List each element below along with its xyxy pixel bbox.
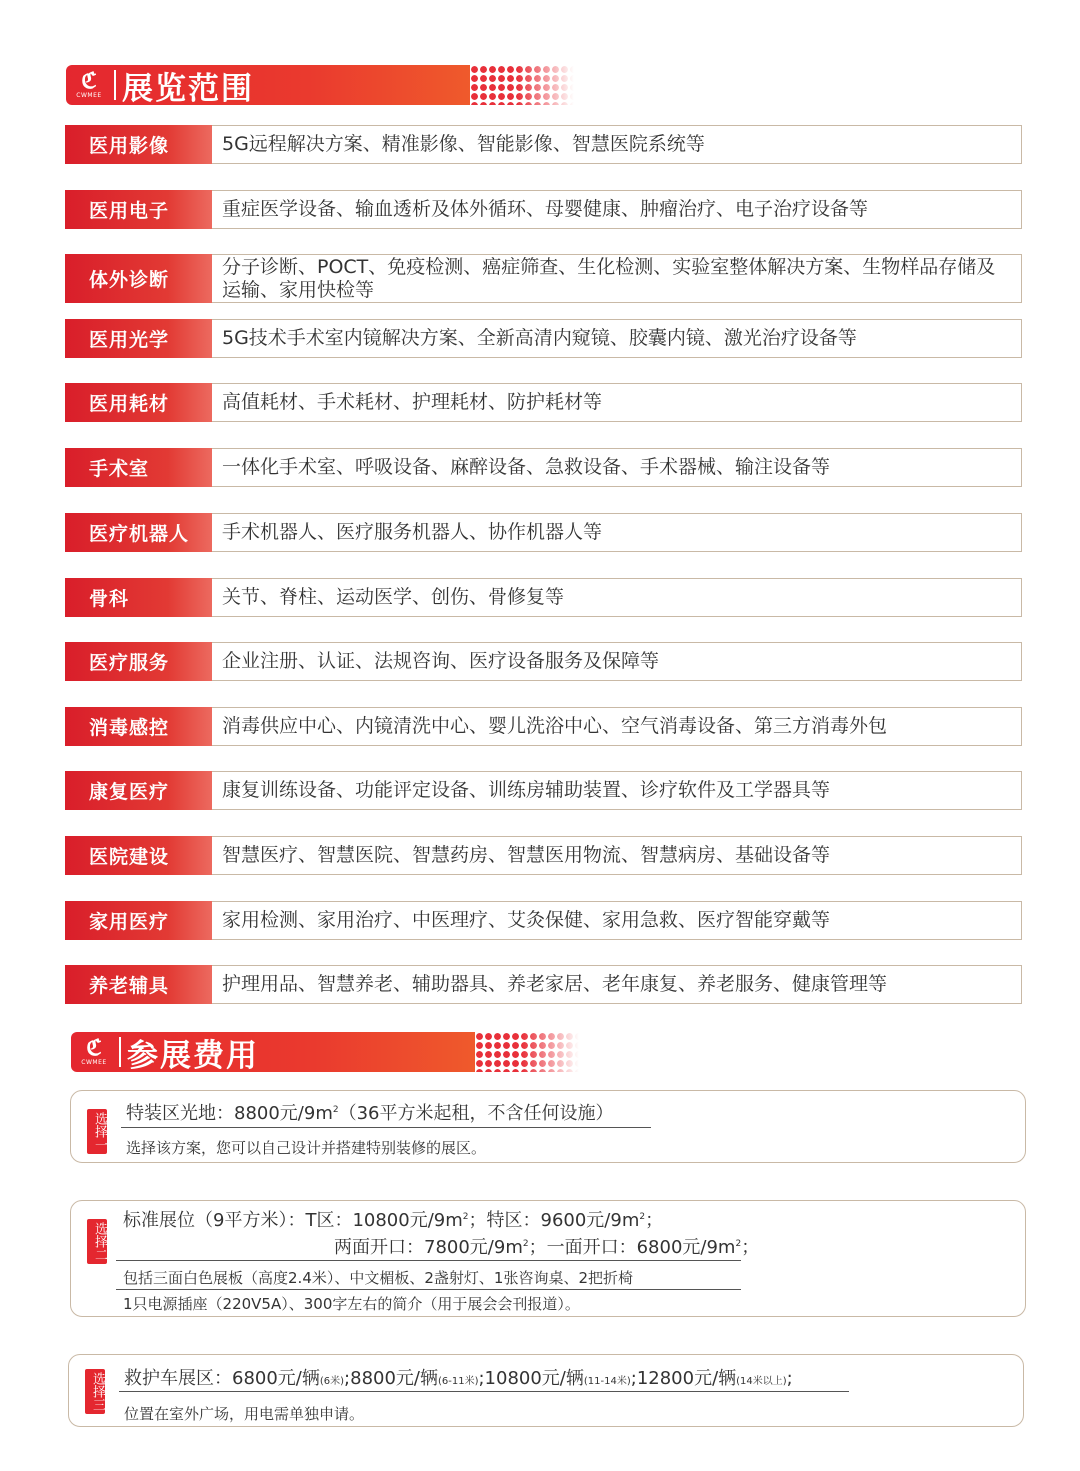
- category-label: 骨科: [65, 578, 212, 617]
- category-desc: 家用检测、家用治疗、中医理疗、艾灸保健、家用急救、医疗智能穿戴等: [212, 901, 1022, 940]
- price-text: 两面开口：7800元/9m: [334, 1237, 523, 1258]
- category-row: [65, 771, 1022, 810]
- dot-pattern: [475, 1032, 579, 1072]
- price-text: 特装区光地：8800元/9m: [126, 1103, 333, 1124]
- category-label: 手术室: [65, 448, 212, 487]
- price-text: ；: [645, 1210, 664, 1231]
- category-row: [65, 190, 1022, 229]
- category-row: [65, 125, 1022, 164]
- logo-divider: [119, 1037, 121, 1067]
- superscript: 2: [639, 1212, 646, 1222]
- section-header-bar: [71, 1032, 475, 1072]
- category-desc: 消毒供应中心、内镜清洗中心、婴儿洗浴中心、空气消毒设备、第三方消毒外包: [212, 707, 1022, 746]
- superscript: 2: [522, 1239, 529, 1249]
- category-row: [65, 642, 1022, 681]
- option-note: 1只电源插座（220V5A）、300字左右的简介（用于展会会刊报道）。: [123, 1295, 580, 1313]
- section-header-bar: [66, 65, 470, 105]
- logo-glyph: ℭ: [81, 68, 97, 94]
- logo-text: CWMEE: [81, 1059, 107, 1066]
- price-text: ;12800元/辆: [630, 1368, 737, 1389]
- size-note: (11-14米): [583, 1376, 631, 1387]
- category-label: 医用影像: [65, 125, 212, 164]
- fee-option-2: [70, 1200, 1026, 1317]
- dot-pattern: [470, 65, 574, 105]
- category-desc: 关节、脊柱、运动医学、创伤、骨修复等: [212, 578, 1022, 617]
- size-note: (14米以上): [736, 1376, 787, 1387]
- category-desc: 手术机器人、医疗服务机器人、协作机器人等: [212, 513, 1022, 552]
- category-desc: 企业注册、认证、法规咨询、医疗设备服务及保障等: [212, 642, 1022, 681]
- category-desc: 康复训练设备、功能评定设备、训练房辅助装置、诊疗软件及工学器具等: [212, 771, 1022, 810]
- cwmee-logo: [66, 65, 112, 105]
- category-desc: 高值耗材、手术耗材、护理耗材、防护耗材等: [212, 383, 1022, 422]
- option-note: 位置在室外广场，用电需单独申请。: [124, 1405, 365, 1423]
- logo-divider: [114, 70, 116, 100]
- option-note: 包括三面白色展板（高度2.4米）、中文楣板、2盏射灯、1张咨询桌、2把折椅: [123, 1269, 633, 1287]
- size-note: (6-11米): [437, 1376, 479, 1387]
- category-label: 康复医疗: [65, 771, 212, 810]
- category-row: [65, 513, 1022, 552]
- logo-glyph: ℭ: [86, 1035, 102, 1061]
- category-row: [65, 383, 1022, 422]
- category-label: 医用电子: [65, 190, 212, 229]
- category-desc: 5G远程解决方案、精准影像、智能影像、智慧医院系统等: [212, 125, 1022, 164]
- category-row: [65, 836, 1022, 875]
- category-desc: 5G技术手术室内镜解决方案、全新高清内窥镜、胶囊内镜、激光治疗设备等: [212, 319, 1022, 358]
- fee-option-1: [70, 1090, 1026, 1163]
- price-text: ;: [786, 1368, 793, 1389]
- category-label: 医疗服务: [65, 642, 212, 681]
- category-row: [65, 578, 1022, 617]
- price-text: ；一面开口：6800元/9m: [528, 1237, 736, 1258]
- price-text: ;8800元/辆: [344, 1368, 438, 1389]
- fee-option-3: [68, 1354, 1024, 1427]
- section-header-fees: [71, 1032, 579, 1072]
- category-row: [65, 707, 1022, 746]
- category-desc: 护理用品、智慧养老、辅助器具、养老家居、老年康复、养老服务、健康管理等: [212, 965, 1022, 1004]
- category-desc: 重症医学设备、输血透析及体外循环、母婴健康、肿瘤治疗、电子治疗设备等: [212, 190, 1022, 229]
- category-desc: 分子诊断、POCT、免疫检测、癌症筛查、生化检测、实验室整体解决方案、生物样品存储及运输、家用快检等: [212, 254, 1022, 303]
- superscript: 2: [332, 1105, 339, 1115]
- superscript: 2: [462, 1212, 469, 1222]
- section-header-scope: [66, 65, 574, 105]
- option-price-line: [123, 1206, 663, 1232]
- category-label: 消毒感控: [65, 707, 212, 746]
- logo-text: CWMEE: [76, 92, 102, 99]
- option-price-line: [126, 1099, 614, 1125]
- underline: [121, 1127, 651, 1128]
- category-label: 家用医疗: [65, 901, 212, 940]
- cwmee-logo: [71, 1032, 117, 1072]
- category-label: 体外诊断: [65, 254, 212, 303]
- underline: [119, 1391, 849, 1392]
- price-text: 救护车展区：6800元/辆: [124, 1368, 320, 1389]
- option-price-line: [124, 1364, 793, 1390]
- underline: [116, 1289, 741, 1290]
- superscript: 2: [735, 1239, 742, 1249]
- price-condition: （36平方米起租，不含任何设施）: [338, 1103, 614, 1124]
- size-note: (6米): [319, 1376, 345, 1387]
- price-text: 标准展位（9平方米）：T区：10800元/9m: [123, 1210, 463, 1231]
- category-label: 医院建设: [65, 836, 212, 875]
- category-desc: 一体化手术室、呼吸设备、麻醉设备、急救设备、手术器械、输注设备等: [212, 448, 1022, 487]
- category-label: 医用耗材: [65, 383, 212, 422]
- category-row: [65, 965, 1022, 1004]
- category-label: 医用光学: [65, 319, 212, 358]
- section-title: 展览范围: [122, 70, 254, 107]
- option-tag: 选择三: [85, 1369, 105, 1414]
- category-label: 医疗机器人: [65, 513, 212, 552]
- category-row: [65, 901, 1022, 940]
- price-text: ;10800元/辆: [478, 1368, 584, 1389]
- price-text: ；特区：9600元/9m: [468, 1210, 640, 1231]
- section-title: 参展费用: [127, 1037, 259, 1074]
- category-row: [65, 254, 1022, 303]
- option-tag: 选择一: [87, 1109, 107, 1154]
- option-tag: 选择二: [87, 1219, 107, 1264]
- category-row: [65, 448, 1022, 487]
- option-note: 选择该方案，您可以自己设计并搭建特别装修的展区。: [126, 1139, 487, 1157]
- category-label: 养老辅具: [65, 965, 212, 1004]
- category-desc: 智慧医疗、智慧医院、智慧药房、智慧医用物流、智慧病房、基础设备等: [212, 836, 1022, 875]
- option-price-line: [334, 1233, 759, 1259]
- category-row: [65, 319, 1022, 358]
- underline: [116, 1260, 741, 1261]
- price-text: ；: [741, 1237, 760, 1258]
